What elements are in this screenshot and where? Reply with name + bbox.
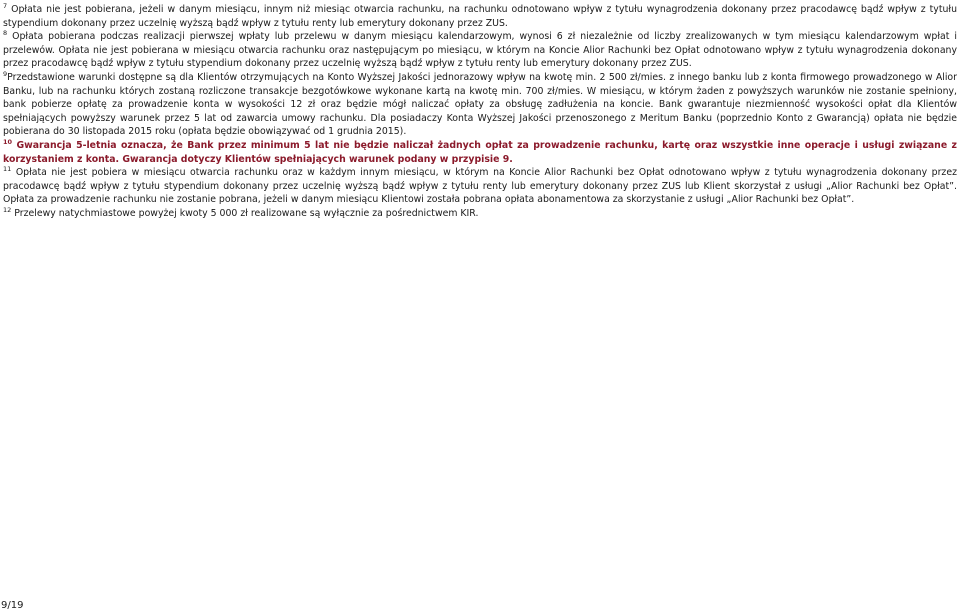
footnote-7 (3, 3, 957, 30)
footnote-text: Gwarancja 5-letnia oznacza, że Bank przez minimum 5 lat nie będzie naliczał żadnych opłat za prowadzenie rachunku, kartę oraz wszystkie inne operacje i usługi związane z korzystaniem z konta. Gwarancja dotyczy Klientów spełniających warunek podany w przypisie 9. (3, 139, 957, 165)
footnote-marker: 9 (3, 69, 8, 78)
footnote-11 (3, 166, 957, 207)
footnote-text: Przedstawione warunki dostępne są dla Klientów otrzymujących na Konto Wyższej Jakości jednorazowy wpływ na kwotę min. 2 500 zł/mies. z innego banku lub z konta firmowego prowadzonego w Alior Banku, lub na rachunku których zostaną rozliczone transakcje bezgotówkowe wykonane kartą na kwotę min. 700 zł/mies. W miesiącu, w którym żaden z powyższych warunków nie zostanie spełniony, bank pobierze opłatę za prowadzenie konta w wysokości 12 zł oraz będzie mógł naliczać opłaty za obsługę zadłużenia na koncie. Bank gwarantuje niezmienność wysokości opłat dla Klientów spełniających powyższy warunek przez 5 lat od zawarcia umowy rachunku. Dla posiadaczy Konta Wyższej Jakości przenoszonego z Meritum Banku (poprzednio Konto z Gwarancją) opłata nie będzie pobierana do 30 listopada 2015 roku (opłata będzie obowiązywać od 1 grudnia 2015). (3, 71, 957, 138)
footnote-8 (3, 30, 957, 71)
page-number: 9/19 (1, 600, 24, 611)
footnote-marker: 8 (3, 29, 8, 38)
footnote-marker: 11 (3, 165, 12, 174)
footnote-marker: 12 (3, 205, 12, 214)
footnote-text: Opłata nie jest pobierana, jeżeli w danym miesiącu, innym niż miesiąc otwarcia rachunku, na rachunku odnotowano wpływ z tytułu wynagrodzenia dokonany przez pracodawcę bądź wpływ z tytułu stypendium dokonany przez uczelnię wyższą bądź wpływ z tytułu renty lub emerytury dokonany przez ZUS. (3, 4, 957, 29)
footnote-text: Opłata nie jest pobiera w miesiącu otwarcia rachunku oraz w każdym innym miesiącu, w którym na Koncie Alior Rachunki bez Opłat odnotowano wpływ z tytułu wynagrodzenia dokonany przez pracodawcę bądź wpływ z tytułu stypendium dokonany przez uczelnię wyższą bądź wpływ z tytułu renty lub emerytury dokonany przez ZUS lub Klient skorzystał z usługi „Alior Rachunki bez Opłat”. Opłata za prowadzenie rachunku nie zostanie pobrana, jeżeli w danym miesiącu Klientowi została pobrana opłata abonamentowa za skorzystanie z usługi „Alior Rachunki bez Opłat”. (3, 167, 957, 206)
footnote-marker: 7 (3, 2, 8, 10)
footnote-text: Przelewy natychmiastowe powyżej kwoty 5 000 zł realizowane są wyłącznie za pośrednictwem KIR. (14, 207, 479, 219)
footnote-marker: 10 (3, 137, 13, 146)
footnote-text: Opłata pobierana podczas realizacji pierwszej wpłaty lub przelewu w danym miesiącu kalendarzowym, wynosi 6 zł niezależnie od liczby zrealizowanych w tym miesiącu kalendarzowym wpłat i przelewów. Opłata nie jest pobierana w miesiącu otwarcia rachunku oraz następującym po miesiącu, w którym na Koncie Alior Rachunki bez Opłat odnotowano wpływ z tytułu wynagrodzenia dokonany przez pracodawcę bądź wpływ z tytułu stypendium dokonany przez uczelnię wyższą bądź wpływ z tytułu renty lub emerytury dokonany przez ZUS. (3, 31, 957, 70)
footnote-12 (3, 207, 957, 221)
footnote-9 (3, 71, 957, 139)
footnote-10 (3, 139, 957, 166)
footnotes-section (3, 3, 957, 221)
